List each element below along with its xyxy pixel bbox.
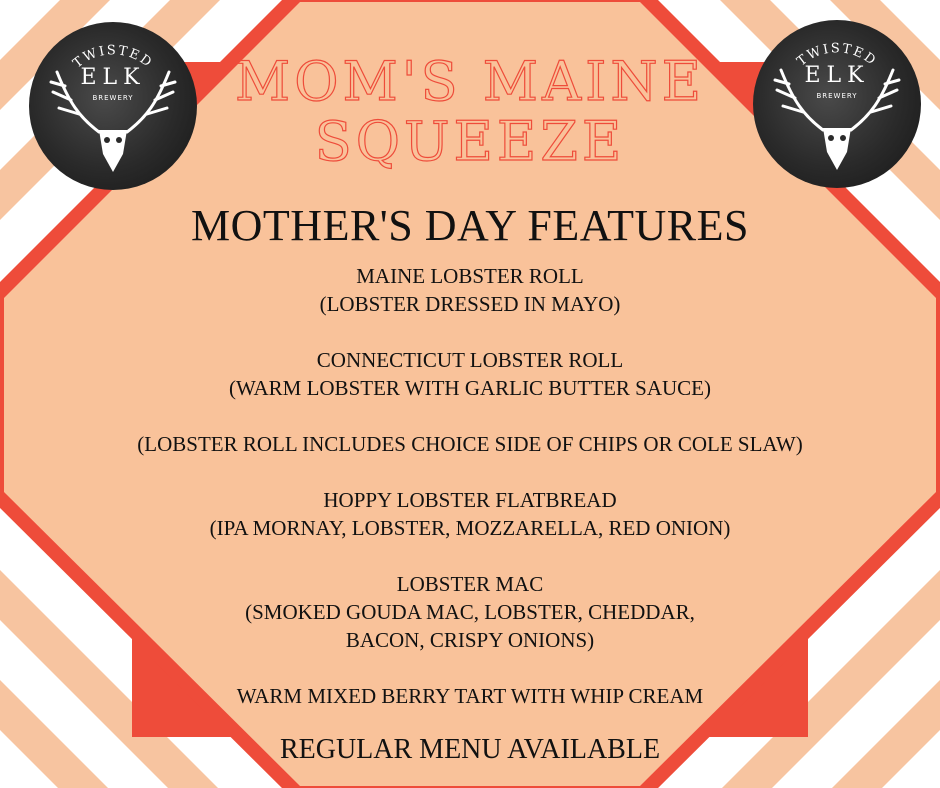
subtitle: MOTHER'S DAY FEATURES — [191, 201, 749, 250]
footer-note: REGULAR MENU AVAILABLE — [279, 734, 661, 765]
menu-note-text: (LOBSTER ROLL INCLUDES CHOICE SIDE OF CHIPS OR COLE SLAW) — [137, 432, 803, 456]
menu-item-name: LOBSTER MAC — [396, 572, 544, 596]
menu-note — [0, 430, 940, 458]
title-line-2: SQUEEZE — [314, 110, 626, 173]
menu-item — [0, 682, 940, 710]
svg-text:ELK: ELK — [804, 63, 870, 88]
menu-item-name: MAINE LOBSTER ROLL — [356, 264, 584, 288]
svg-text:TWISTED: TWISTED — [70, 43, 156, 72]
menu-item-desc: (WARM LOBSTER WITH GARLIC BUTTER SAUCE) — [228, 376, 711, 400]
svg-text:TWISTED: TWISTED — [794, 41, 880, 70]
menu-item-name: WARM MIXED BERRY TART WITH WHIP CREAM — [236, 684, 704, 708]
menu-item-desc: (IPA MORNAY, LOBSTER, MOZZARELLA, RED ONION) — [209, 516, 731, 540]
menu-item — [0, 262, 940, 318]
menu-item-name: HOPPY LOBSTER FLATBREAD — [323, 488, 617, 512]
menu-item-desc: (SMOKED GOUDA MAC, LOBSTER, CHEDDAR, — [245, 600, 695, 624]
menu-item-desc: (LOBSTER DRESSED IN MAYO) — [319, 292, 621, 316]
menu-item — [0, 486, 940, 542]
menu-item-name: CONNECTICUT LOBSTER ROLL — [316, 348, 624, 372]
menu-list — [0, 262, 940, 738]
menu-item-desc-cont: BACON, CRISPY ONIONS) — [345, 628, 595, 652]
title-line-1: MOM'S MAINE — [234, 50, 706, 113]
svg-text:ELK: ELK — [80, 65, 146, 90]
menu-item — [0, 346, 940, 402]
menu-item — [0, 570, 940, 654]
svg-text:BREWERY: BREWERY — [92, 94, 134, 102]
svg-text:BREWERY: BREWERY — [816, 92, 858, 100]
